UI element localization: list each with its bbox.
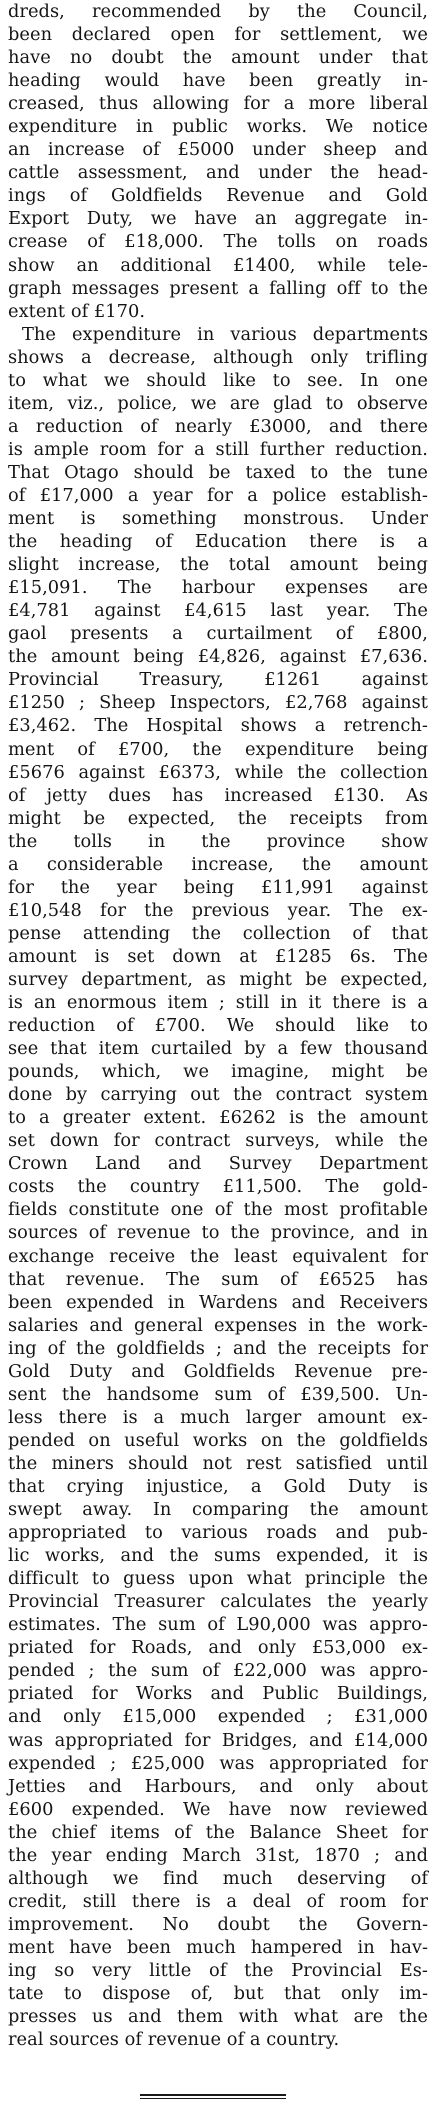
- text-line: improvement. No doubt the Govern-: [8, 1913, 428, 1935]
- text-line: ment of £700, the expenditure being: [8, 738, 428, 760]
- text-line: Export Duty, we have an aggregate in-: [8, 208, 428, 230]
- text-line: slight increase, the total amount being: [8, 554, 428, 576]
- text-line: ing of the goldfields ; and the receipts for: [8, 1337, 428, 1359]
- text-line: pounds, which, we imagine, might be: [8, 1061, 428, 1083]
- text-line: £15,091. The harbour expenses are: [8, 577, 428, 599]
- text-line: heading would have been greatly in-: [8, 70, 428, 92]
- text-line: reduction of £700. We should like to: [8, 1015, 428, 1037]
- text-line: Crown Land and Survey Department: [8, 1153, 428, 1175]
- text-line: a considerable increase, the amount: [8, 853, 428, 875]
- text-line: the heading of Education there is a: [8, 531, 428, 553]
- text-line: survey department, as might be expected,: [8, 968, 428, 990]
- text-line: dreds, recommended by the Council,: [8, 1, 428, 22]
- text-line: is an enormous item ; still in it there is a: [8, 992, 428, 1014]
- text-line: to a greater extent. £6262 is the amount: [8, 1107, 428, 1129]
- text-line: Jetties and Harbours, and only about: [8, 1775, 428, 1797]
- text-line: the chief items of the Balance Sheet for: [8, 1821, 428, 1843]
- text-line: show an additional £1400, while tele-: [8, 254, 428, 276]
- text-line: difficult to guess upon what principle the: [8, 1568, 428, 1590]
- text-line: the amount being £4,826, against £7,636.: [8, 646, 428, 668]
- text-line: and only £15,000 expended ; £31,000: [8, 1706, 428, 1728]
- text-line: see that item curtailed by a few thousand: [8, 1038, 428, 1060]
- text-line: that crying injustice, a Gold Duty is: [8, 1476, 428, 1497]
- text-line: shows a decrease, although only trifling: [8, 346, 428, 368]
- text-line: lic works, and the sums expended, it is: [8, 1545, 428, 1567]
- article-paragraph: [8, 0, 428, 323]
- text-line: crease of £18,000. The tolls on roads: [8, 231, 428, 253]
- text-line: costs the country £11,500. The gold-: [8, 1176, 428, 1198]
- text-line: an increase of £5000 under sheep and: [8, 139, 428, 161]
- text-line: been expended in Wardens and Receivers: [8, 1291, 428, 1313]
- text-line: ment is something monstrous. Under: [8, 508, 428, 530]
- text-line: cattle assessment, and under the head-: [8, 162, 428, 184]
- text-line: £3,462. The Hospital shows a retrench-: [8, 715, 428, 737]
- text-line: swept away. In comparing the amount: [8, 1499, 428, 1521]
- article-paragraph: [8, 323, 428, 2052]
- text-line: for the year being £11,991 against: [8, 876, 428, 898]
- text-line: priated for Works and Public Buildings,: [8, 1683, 428, 1705]
- text-line: pended ; the sum of £22,000 was appro-: [8, 1660, 428, 1682]
- text-line: although we find much deserving of: [8, 1867, 428, 1889]
- text-line: Gold Duty and Goldfields Revenue pre-: [8, 1360, 428, 1382]
- text-line: exchange receive the least equivalent for: [8, 1245, 428, 1267]
- text-line: the tolls in the province show: [8, 830, 428, 852]
- text-line: expenditure in public works. We notice: [8, 116, 428, 138]
- text-line: was appropriated for Bridges, and £14,000: [8, 1729, 428, 1751]
- text-line: amount is set down at £1285 6s. The: [8, 945, 428, 967]
- text-line: ing so very little of the Provincial Es-: [8, 1959, 428, 1981]
- text-line: creased, thus allowing for a more liberal: [8, 93, 428, 115]
- text-line: £1250 ; Sheep Inspectors, £2,768 against: [8, 692, 428, 714]
- text-line: is ample room for a still further reduction.: [8, 438, 428, 460]
- text-line: priated for Roads, and only £53,000 ex-: [8, 1637, 428, 1659]
- text-line: pense attending the collection of that: [8, 922, 428, 944]
- text-line: have no doubt the amount under that: [8, 47, 428, 69]
- text-line: appropriated to various roads and pub-: [8, 1522, 428, 1544]
- text-line: of £17,000 a year for a police establish-: [8, 484, 428, 506]
- text-line: gaol presents a curtailment of £800,: [8, 623, 428, 645]
- text-line: to what we should like to see. In one: [8, 369, 428, 391]
- text-line: ment have been much hampered in hav-: [8, 1936, 428, 1958]
- text-line: The expenditure in various departments: [22, 323, 428, 345]
- text-line: ings of Goldfields Revenue and Gold: [8, 185, 428, 207]
- text-line: extent of £170.: [8, 300, 146, 322]
- text-line: been declared open for settlement, we: [8, 24, 428, 46]
- text-line: set down for contract surveys, while the: [8, 1130, 428, 1152]
- section-divider: [0, 2092, 436, 2106]
- newspaper-column: [8, 0, 428, 2051]
- text-line: item, viz., police, we are glad to observe: [8, 392, 428, 414]
- text-line: sources of revenue to the province, and in: [8, 1222, 428, 1244]
- text-line: that revenue. The sum of £6525 has: [8, 1268, 428, 1290]
- text-line: Provincial Treasury, £1261 against: [8, 669, 428, 691]
- text-line: a reduction of nearly £3000, and there: [8, 415, 428, 437]
- text-line: tate to dispose of, but that only im-: [8, 1983, 428, 2005]
- text-line: less there is a much larger amount ex-: [8, 1406, 428, 1428]
- text-line: £5676 against £6373, while the collection: [8, 761, 428, 783]
- text-line: salaries and general expenses in the work-: [8, 1314, 428, 1336]
- text-line: expended ; £25,000 was appropriated for: [8, 1752, 428, 1774]
- text-line: sent the handsome sum of £39,500. Un-: [8, 1383, 428, 1405]
- text-line: £600 expended. We have now reviewed: [8, 1798, 428, 1820]
- text-line: pended on useful works on the goldfields: [8, 1429, 428, 1451]
- text-line: fields constitute one of the most profitable: [8, 1199, 428, 1221]
- divider-thin-line: [140, 2098, 286, 2099]
- text-line: real sources of revenue of a country.: [8, 2029, 340, 2051]
- text-line: £10,548 for the previous year. The ex-: [8, 899, 428, 921]
- text-line: graph messages present a falling off to the: [8, 277, 428, 299]
- text-line: might be expected, the receipts from: [8, 807, 428, 829]
- text-line: presses us and them with what are the: [8, 2006, 428, 2028]
- text-line: of jetty dues has increased £130. As: [8, 784, 428, 806]
- text-line: That Otago should be taxed to the tune: [8, 461, 428, 483]
- text-line: £4,781 against £4,615 last year. The: [8, 600, 428, 622]
- divider-thick-line: [140, 2094, 286, 2096]
- text-line: credit, still there is a deal of room for: [8, 1890, 428, 1912]
- text-line: the year ending March 31st, 1870 ; and: [8, 1844, 428, 1866]
- text-line: done by carrying out the contract system: [8, 1084, 428, 1106]
- text-line: Provincial Treasurer calculates the yearly: [8, 1591, 428, 1613]
- text-line: estimates. The sum of L90,000 was appro-: [8, 1614, 428, 1636]
- text-line: the miners should not rest satisfied until: [8, 1452, 428, 1474]
